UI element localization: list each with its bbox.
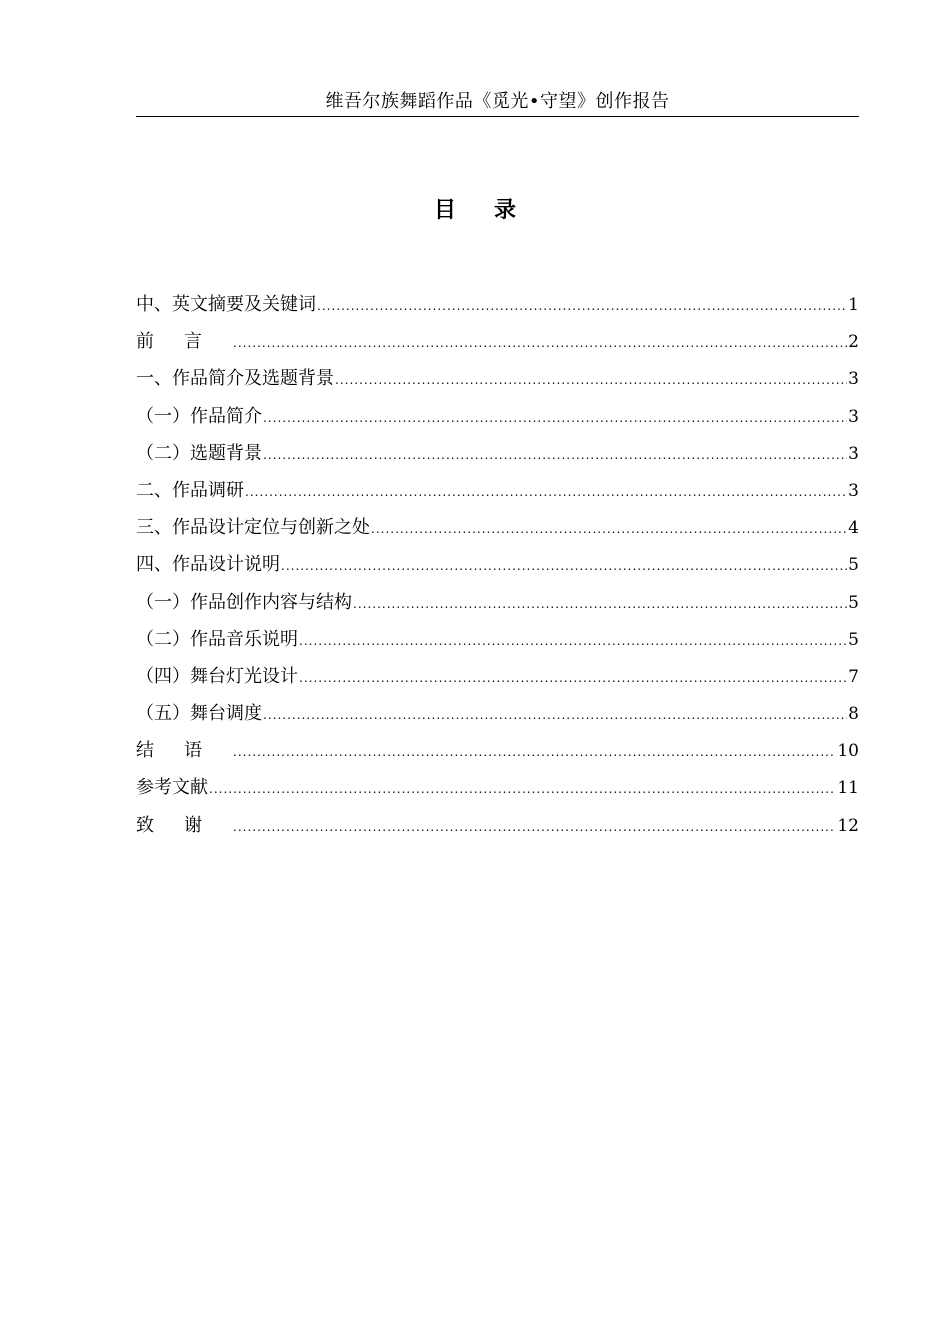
toc-leader-dots <box>299 663 847 693</box>
toc-entry-section-4-2[interactable] <box>136 625 859 662</box>
toc-leader-dots <box>335 365 847 395</box>
running-header-title: 维吾尔族舞蹈作品《觅光•守望》创作报告 <box>325 91 670 112</box>
toc-title-left: 目 <box>433 198 456 223</box>
toc-entry-section-4-1[interactable] <box>136 588 859 625</box>
toc-entry-page: 7 <box>848 666 859 687</box>
toc-entry-label: 参考文献 <box>136 777 208 799</box>
toc-entry-section-1[interactable] <box>136 364 859 401</box>
toc-leader-dots <box>263 403 847 433</box>
toc-entry-label: （一）作品创作内容与结构 <box>136 591 352 613</box>
toc-leader-dots <box>233 328 847 358</box>
toc-entry-page: 5 <box>848 592 859 613</box>
toc-entry-acknowledgements[interactable] <box>136 811 859 848</box>
toc-entry-section-4-4[interactable] <box>136 662 859 699</box>
toc-entry-preface[interactable] <box>136 327 859 364</box>
toc-entry-section-3[interactable] <box>136 513 859 550</box>
toc-entry-section-2[interactable] <box>136 476 859 513</box>
toc-entry-label: 前言 <box>136 331 232 353</box>
toc-entry-page: 8 <box>848 704 859 725</box>
toc-leader-dots <box>371 514 847 544</box>
toc-leader-dots <box>245 477 847 507</box>
toc-entry-section-1-2[interactable] <box>136 439 859 476</box>
toc-leader-dots <box>263 440 847 470</box>
toc-leader-dots <box>281 551 847 581</box>
toc-entry-page: 12 <box>837 815 859 836</box>
toc-leader-dots <box>233 812 836 842</box>
toc-entry-page: 4 <box>848 518 859 539</box>
toc-entry-label: （一）作品简介 <box>136 405 262 427</box>
table-of-contents <box>136 290 859 848</box>
toc-entry-label: （二）作品音乐说明 <box>136 628 298 650</box>
toc-entry-section-1-1[interactable] <box>136 402 859 439</box>
toc-entry-page: 3 <box>848 480 859 501</box>
toc-leader-dots <box>353 589 847 619</box>
toc-entry-page: 5 <box>848 555 859 576</box>
toc-entry-label: 中、英文摘要及关键词 <box>136 294 316 315</box>
toc-entry-section-4-5[interactable] <box>136 699 859 736</box>
toc-leader-dots <box>317 291 847 321</box>
toc-leader-dots <box>233 737 836 767</box>
toc-entry-label: （五）舞台调度 <box>136 703 262 725</box>
toc-title-right: 录 <box>494 198 517 223</box>
running-header <box>136 90 859 117</box>
toc-entry-label: 二、作品调研 <box>136 479 244 501</box>
toc-entry-abstract[interactable] <box>136 290 859 327</box>
toc-entry-label: （二）选题背景 <box>136 442 262 464</box>
toc-entry-page: 1 <box>848 295 859 315</box>
toc-entry-references[interactable] <box>136 773 859 810</box>
toc-title <box>0 196 950 226</box>
toc-entry-label: 三、作品设计定位与创新之处 <box>136 517 370 539</box>
toc-entry-label: 四、作品设计说明 <box>136 554 280 576</box>
toc-entry-page: 3 <box>848 406 859 427</box>
toc-entry-page: 2 <box>848 332 859 353</box>
toc-entry-page: 10 <box>837 741 859 762</box>
toc-entry-label: （四）舞台灯光设计 <box>136 665 298 687</box>
toc-entry-page: 3 <box>848 443 859 464</box>
toc-entry-page: 3 <box>848 369 859 390</box>
toc-leader-dots <box>299 626 847 656</box>
toc-leader-dots <box>209 774 836 804</box>
toc-entry-section-4[interactable] <box>136 550 859 587</box>
toc-entry-label: 结语 <box>136 740 232 762</box>
toc-entry-conclusion[interactable] <box>136 736 859 773</box>
toc-entry-page: 5 <box>848 629 859 650</box>
toc-entry-page: 11 <box>837 778 859 799</box>
toc-entry-label: 一、作品简介及选题背景 <box>136 368 334 390</box>
toc-leader-dots <box>263 700 847 730</box>
toc-entry-label: 致谢 <box>136 814 232 836</box>
